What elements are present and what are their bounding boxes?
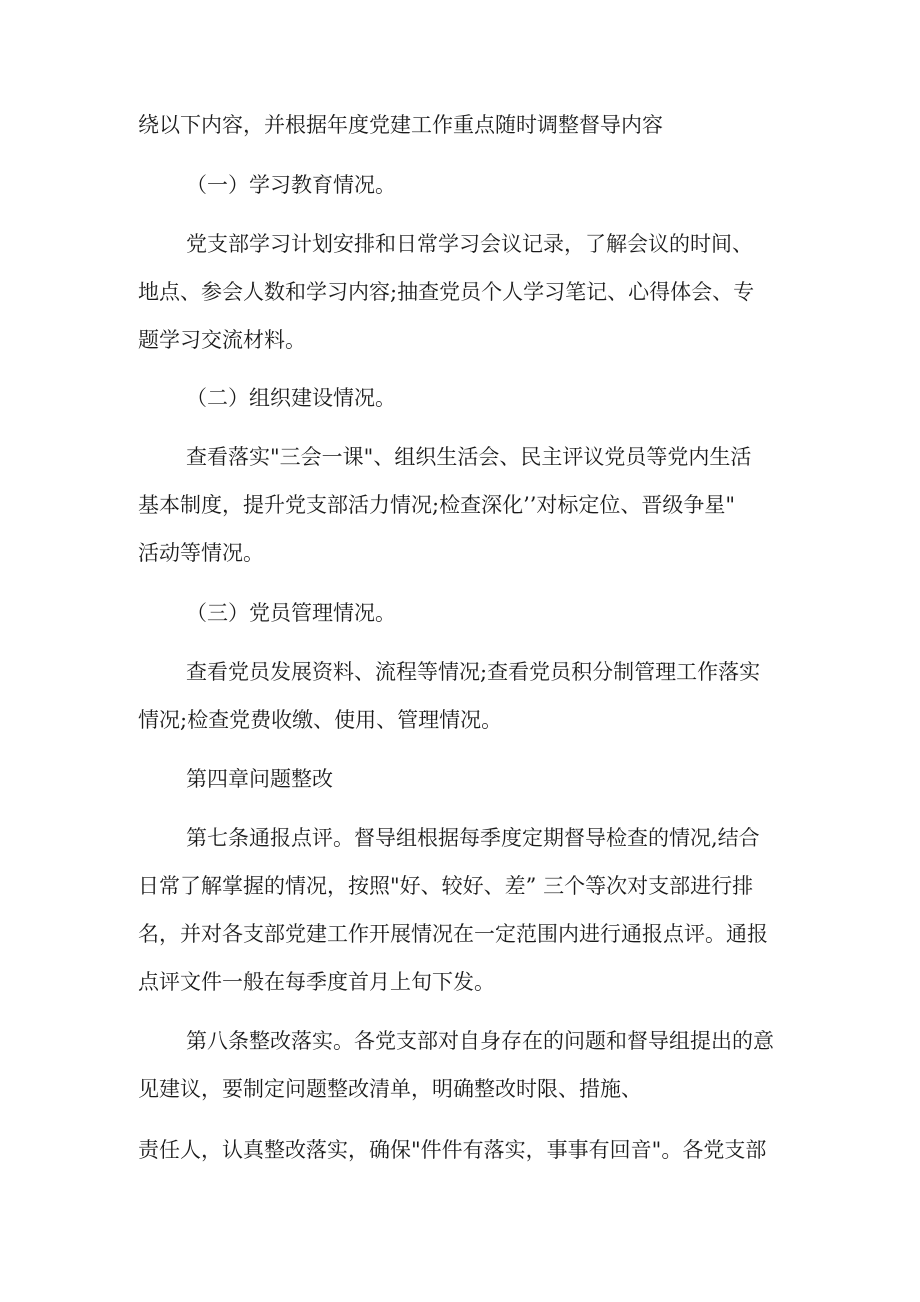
- paragraph-line: 题学习交流材料。: [138, 328, 306, 352]
- paragraph-line: 见建议，要制定问题整改清单，明确整改时限、措施、: [138, 1077, 642, 1101]
- paragraph-line: 查看落实"三会一课"、组织生活会、民主评议党员等党内生活: [186, 445, 752, 469]
- section-heading: （三）党员管理情况。: [186, 601, 396, 625]
- paragraph-line: 责任人，认真整改落实，确保"件件有落实，事事有回音"。各党支部: [138, 1138, 767, 1162]
- paragraph-line: 活动等情况。: [138, 541, 264, 565]
- paragraph-line: 党支部学习计划安排和日常学习会议记录，了解会议的时间、: [186, 232, 753, 256]
- section-heading: （一）学习教育情况。: [186, 173, 396, 197]
- section-heading: （二）组织建设情况。: [186, 386, 396, 410]
- paragraph-line: 情况;检查党费收缴、使用、管理情况。: [138, 708, 503, 732]
- text-line: 绕以下内容，并根据年度党建工作重点随时调整督导内容: [138, 113, 663, 137]
- paragraph-line: 日常了解掌握的情况，按照"好、较好、差” 三个等次对支部进行排: [138, 874, 754, 898]
- paragraph-line: 第七条通报点评。督导组根据每季度定期督导检查的情况,结合: [186, 826, 760, 850]
- paragraph-line: 查看党员发展资料、流程等情况;查看党员积分制管理工作落实: [186, 660, 761, 684]
- paragraph-line: 地点、参会人数和学习内容;抽查党员个人学习笔记、心得体会、专: [138, 280, 755, 304]
- paragraph-line: 第八条整改落实。各党支部对自身存在的问题和督导组提出的意: [186, 1029, 774, 1053]
- chapter-heading: 第四章问题整改: [186, 767, 333, 791]
- paragraph-line: 名，并对各支部党建工作开展情况在一定范围内进行通报点评。通报: [138, 922, 768, 946]
- paragraph-line: 点评文件一般在每季度首月上旬下发。: [138, 970, 495, 994]
- paragraph-line: 基本制度，提升党支部活力情况;检查深化’’对标定位、晋级争星": [138, 493, 736, 517]
